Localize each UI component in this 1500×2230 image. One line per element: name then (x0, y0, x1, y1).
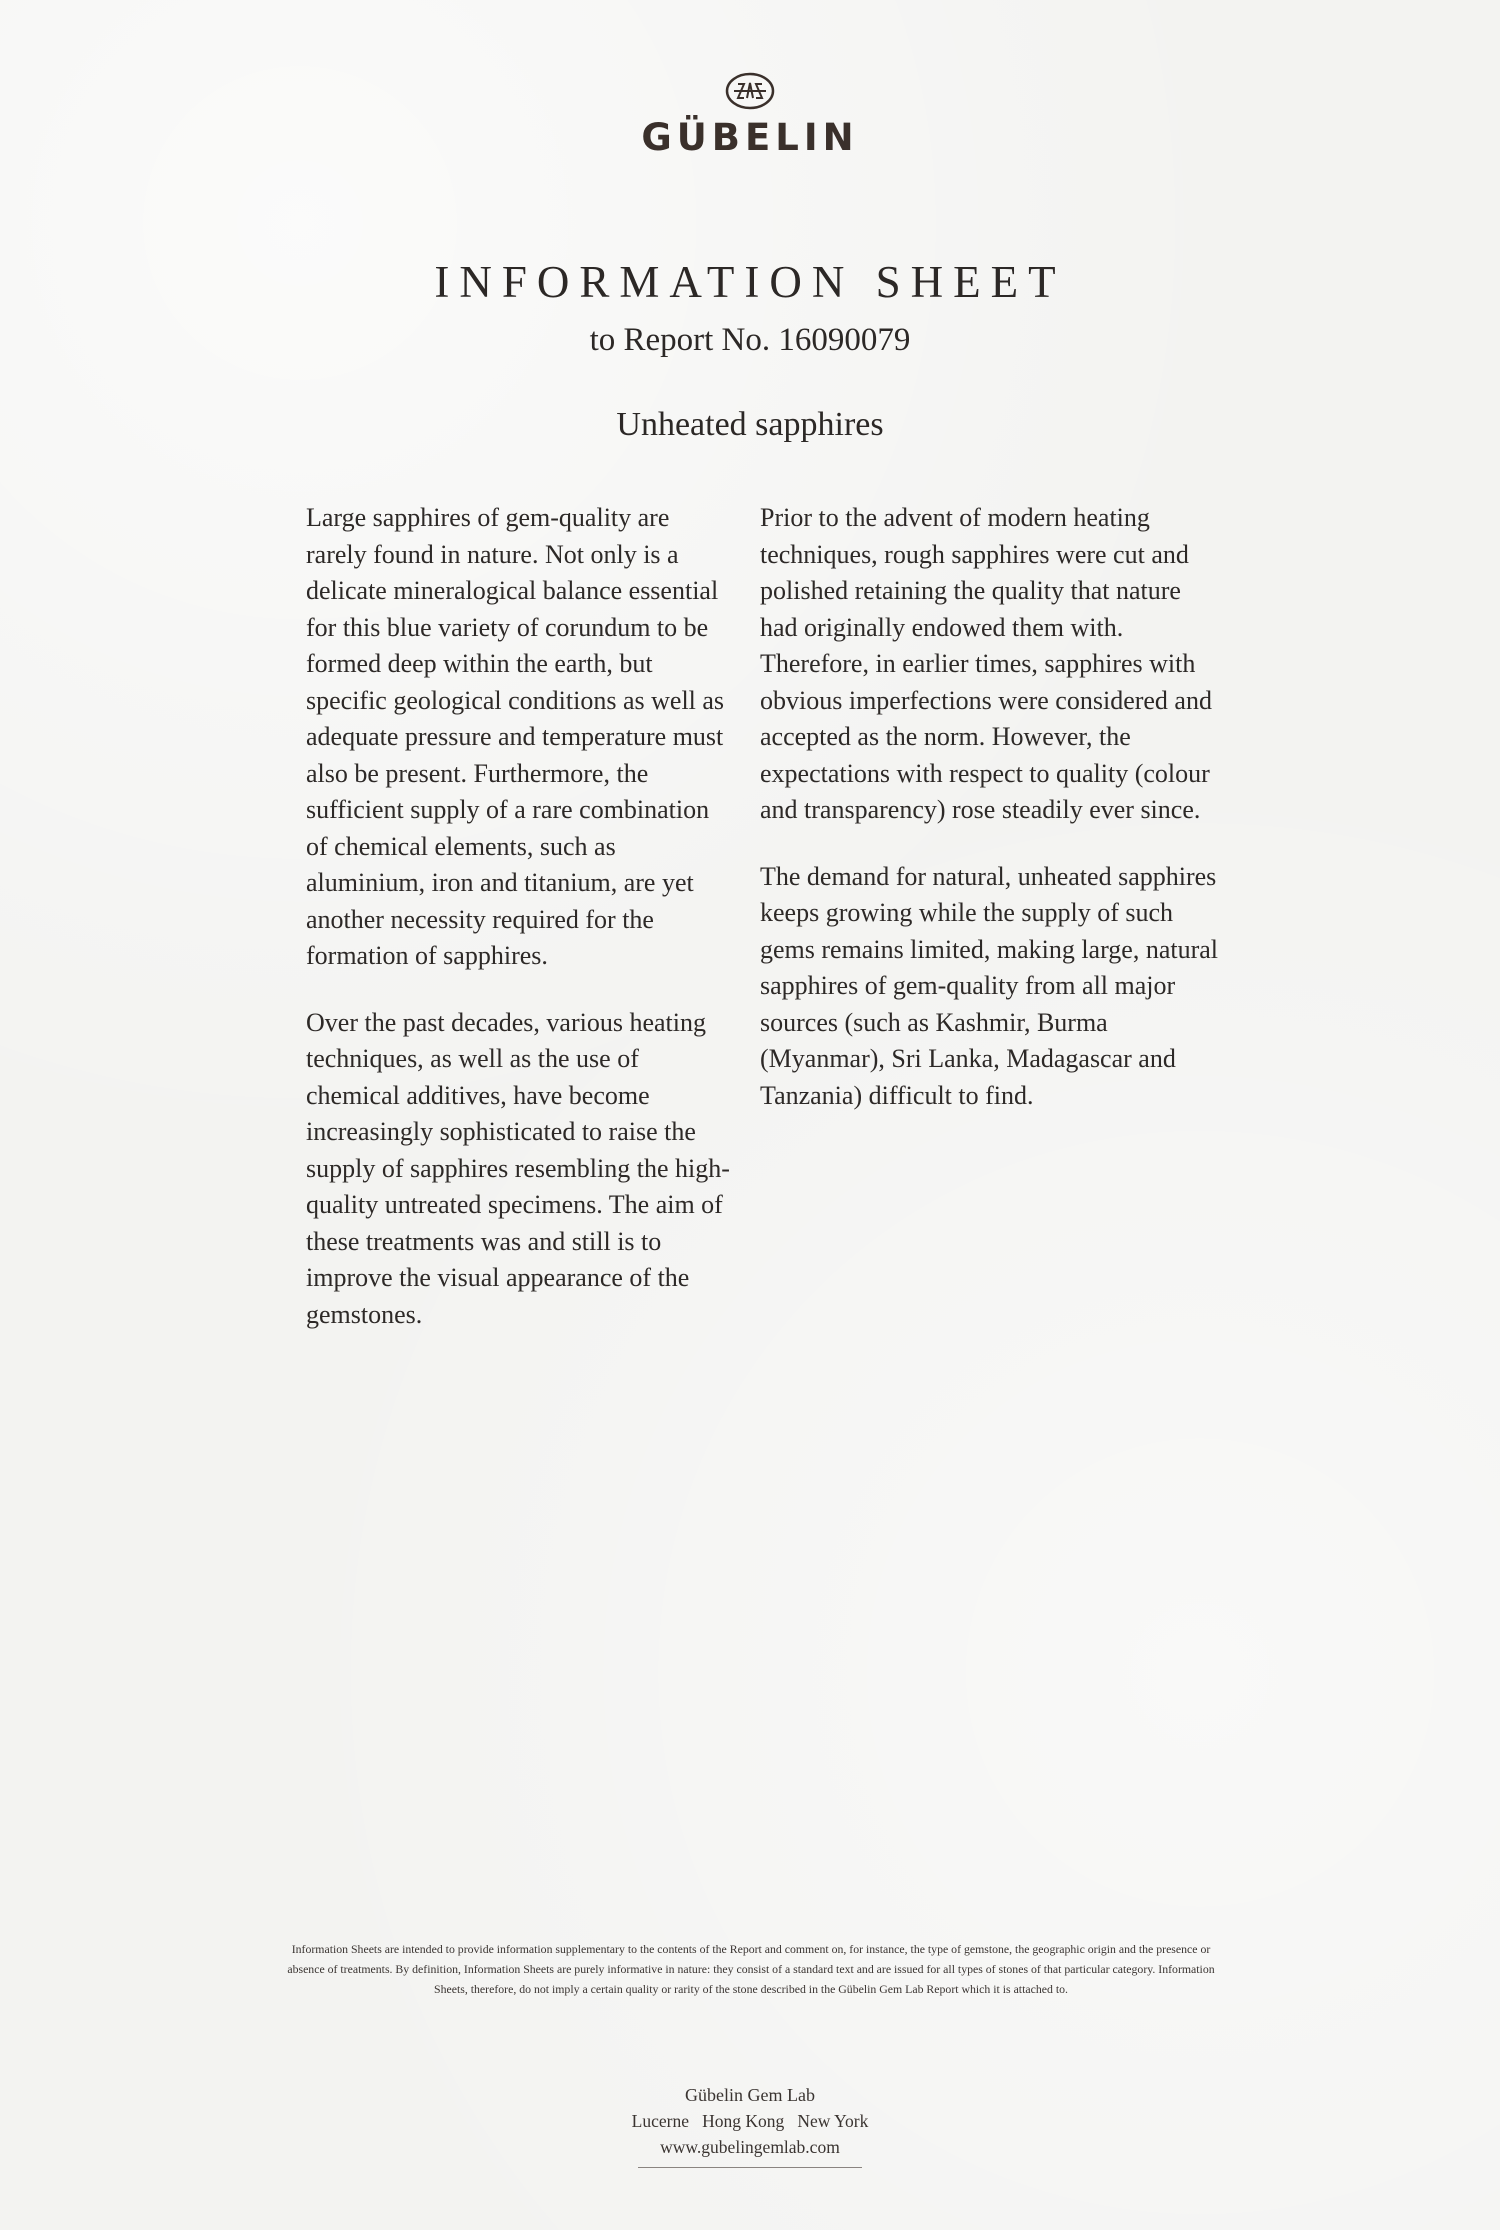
footer-website: www.gubelingemlab.com (660, 2137, 840, 2157)
report-number: to Report No. 16090079 (589, 322, 911, 358)
footer-lab-name: Gübelin Gem Lab (685, 2085, 815, 2105)
gubelin-emblem-icon (724, 70, 776, 112)
footer-divider (638, 2167, 862, 2168)
body-paragraph: Prior to the advent of modern heating techniques, rough sapphires were cut and polished retaining the quality that nature had originally endowed them with. Therefore, in earlier times, sapphires with obvious imperfections were considered and accepted as the norm. However, the expectations with respect to quality (colour and transparency) rose steadily ever since. (760, 503, 1212, 824)
right-text-column (760, 500, 1220, 1144)
footer-cities: Lucerne Hong Kong New York (631, 2111, 869, 2131)
brand-wordmark: GÜBELIN (641, 116, 859, 159)
body-paragraph: Large sapphires of gem-quality are rarely found in nature. Not only is a delicate mineralogical balance essential for this blue variety of corundum to be formed deep within the earth, but specific geological conditions as well as adequate pressure and temperature must also be present. Furthermore, the sufficient supply of a rare combination of chemical elements, such as aluminium, iron and titanium, are yet another necessity required for the formation of sapphires. (306, 503, 725, 970)
left-text-column (306, 500, 736, 1363)
disclaimer-text: Information Sheets are intended to provide information supplementary to the contents of the Report and comment on, for instance, the type of gemstone, the geographic origin and the presence or absence of treatments. By definition, Information Sheets are purely informative in nature: they consist of a standard text and are issued for all types of stones of that particular category. Information Sheets, therefore, do not imply a certain quality or rarity of the stone described in the Gübelin Gem Lab Report which it is attached to. (287, 1942, 1215, 1996)
body-paragraph: Over the past decades, various heating techniques, as well as the use of chemical additives, have become increasingly sophisticated to raise the supply of sapphires resembling the high-quality untreated specimens. The aim of these treatments was and still is to improve the visual appearance of the gemstones. (306, 1007, 730, 1329)
body-paragraph: The demand for natural, unheated sapphires keeps growing while the supply of such gems remains limited, making large, natural sapphires of gem-quality from all major sources (such as Kashmir, Burma (Myanmar), Sri Lanka, Madagascar and Tanzania) difficult to find. (760, 861, 1219, 1110)
section-heading: Unheated sapphires (616, 406, 884, 443)
page-title: INFORMATION SHEET (434, 257, 1066, 307)
